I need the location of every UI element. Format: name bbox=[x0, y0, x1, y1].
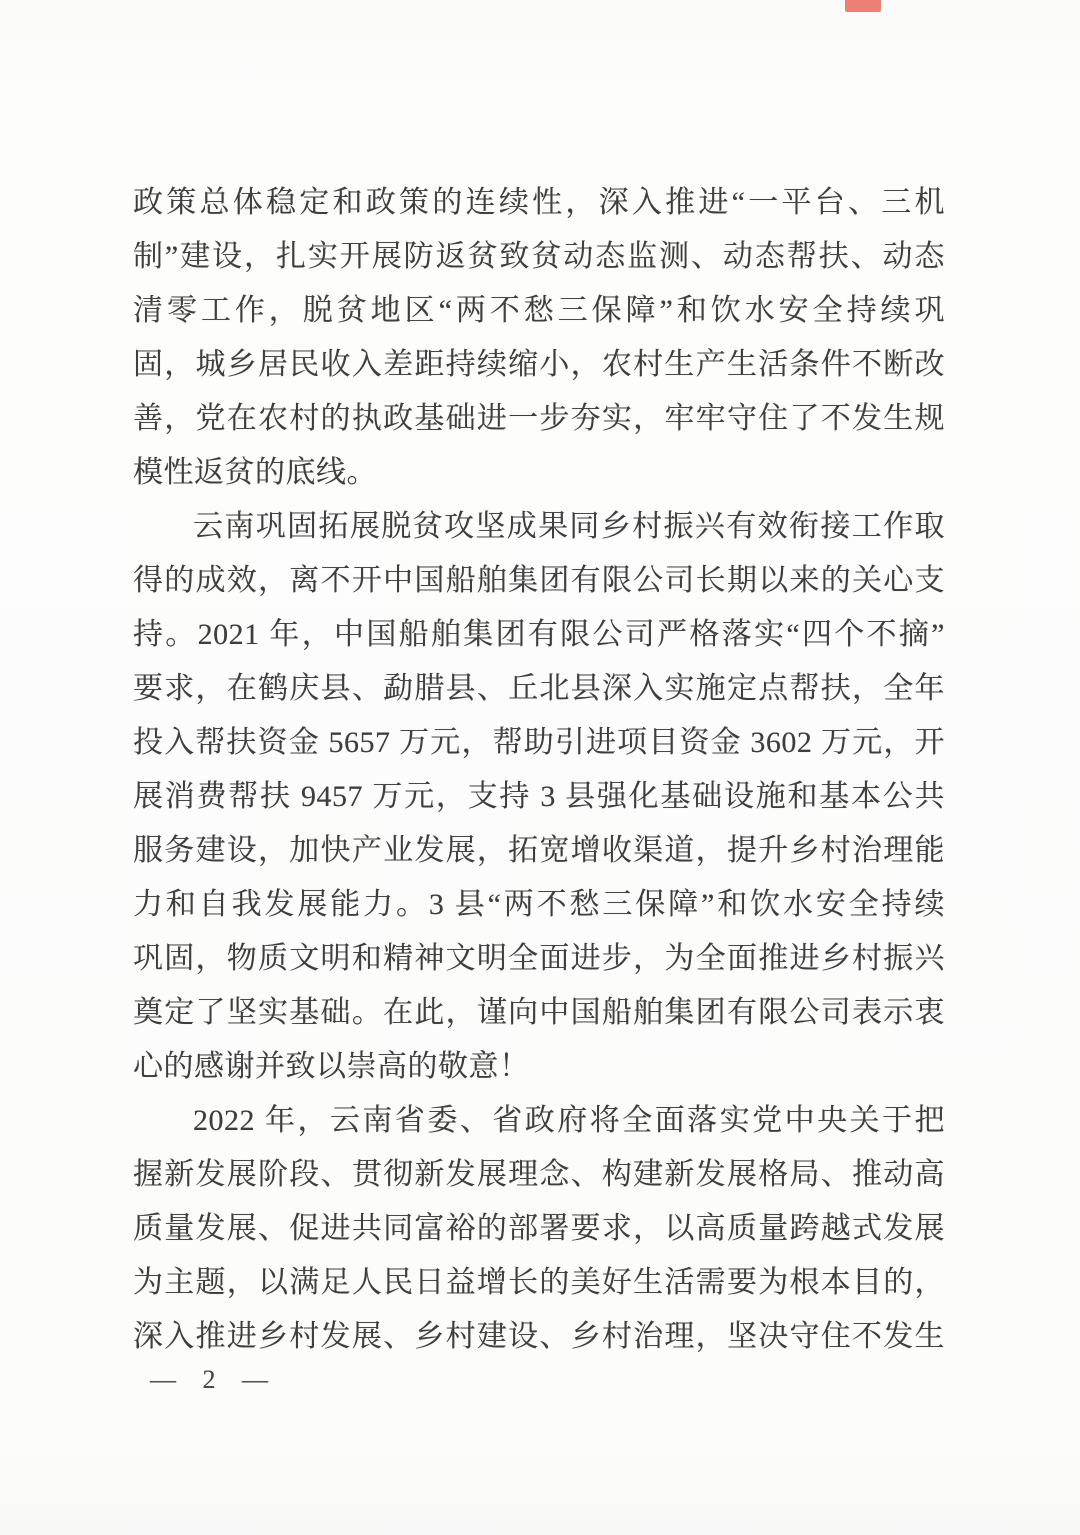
text-line-paragraph-start: 2022 年，云南省委、省政府将全面落实党中央关于把 bbox=[193, 1104, 945, 1137]
text-line: 质量发展、促进共同富裕的部署要求，以高质量跨越式发展 bbox=[133, 1212, 945, 1245]
document-body-text bbox=[133, 176, 945, 1364]
text-line: 服务建设，加快产业发展，拓宽增收渠道，提升乡村治理能 bbox=[133, 834, 945, 867]
text-line: 得的成效，离不开中国船舶集团有限公司长期以来的关心支 bbox=[133, 564, 945, 597]
text-line: 深入推进乡村发展、乡村建设、乡村治理，坚决守住不发生 bbox=[133, 1320, 945, 1353]
text-line-paragraph-end: 模性返贫的底线。 bbox=[133, 456, 377, 489]
text-line: 固，城乡居民收入差距持续缩小，农村生产生活条件不断改 bbox=[133, 348, 945, 381]
text-line-paragraph-end: 心的感谢并致以崇高的敬意！ bbox=[133, 1050, 530, 1083]
red-stamp-fragment bbox=[845, 0, 881, 12]
text-line: 巩固，物质文明和精神文明全面进步，为全面推进乡村振兴 bbox=[133, 942, 945, 975]
text-line: 投入帮扶资金 5657 万元，帮助引进项目资金 3602 万元，开 bbox=[133, 726, 945, 759]
text-line: 制”建设，扎实开展防返贫致贫动态监测、动态帮扶、动态 bbox=[133, 240, 945, 273]
text-line: 为主题，以满足人民日益增长的美好生活需要为根本目的， bbox=[133, 1266, 945, 1299]
text-line: 持。2021 年，中国船舶集团有限公司严格落实“四个不摘” bbox=[133, 618, 945, 651]
text-line-paragraph-start: 云南巩固拓展脱贫攻坚成果同乡村振兴有效衔接工作取 bbox=[193, 510, 945, 543]
text-line: 要求，在鹤庆县、勐腊县、丘北县深入实施定点帮扶，全年 bbox=[133, 672, 945, 705]
text-line: 握新发展阶段、贯彻新发展理念、构建新发展格局、推动高 bbox=[133, 1158, 945, 1191]
text-line: 奠定了坚实基础。在此，谨向中国船舶集团有限公司表示衷 bbox=[133, 996, 945, 1029]
page-number: — 2 — bbox=[150, 1365, 278, 1394]
text-line: 政策总体稳定和政策的连续性，深入推进“一平台、三机 bbox=[133, 186, 945, 219]
text-line: 清零工作，脱贫地区“两不愁三保障”和饮水安全持续巩 bbox=[133, 294, 945, 327]
text-line: 力和自我发展能力。3 县“两不愁三保障”和饮水安全持续 bbox=[133, 888, 945, 921]
text-line: 善，党在农村的执政基础进一步夯实，牢牢守住了不发生规 bbox=[133, 402, 945, 435]
text-line: 展消费帮扶 9457 万元，支持 3 县强化基础设施和基本公共 bbox=[133, 780, 945, 813]
